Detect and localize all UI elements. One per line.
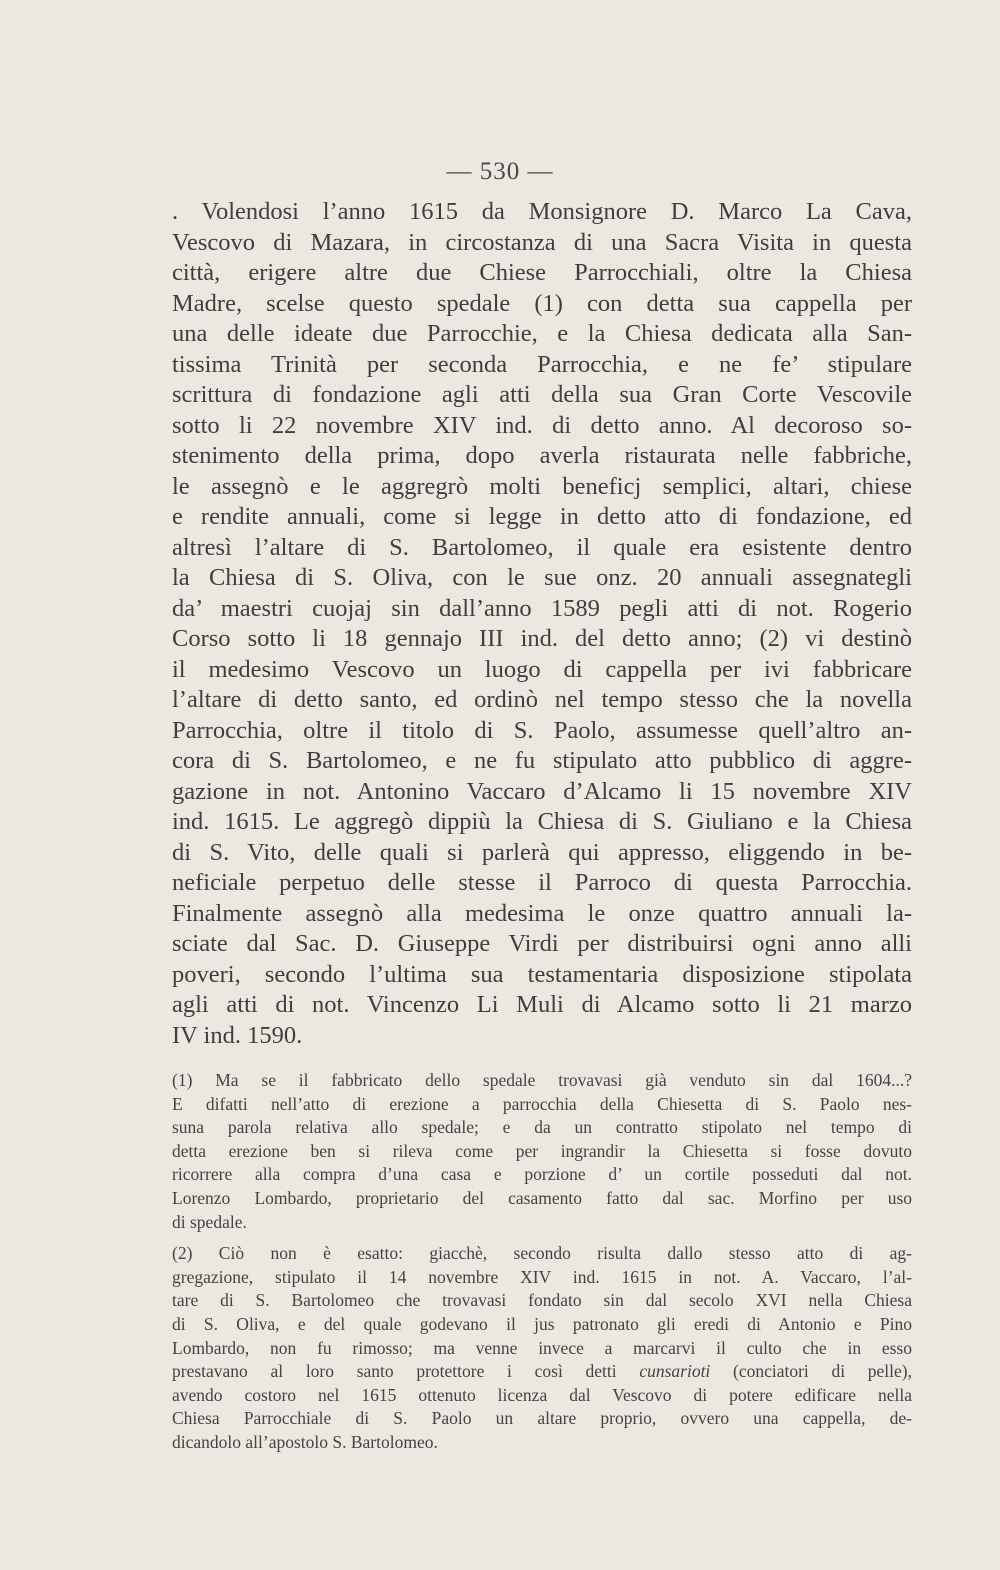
body-line: poveri, secondo l’ultima sua testamentaria disposizione stipolata bbox=[172, 960, 912, 988]
body-line: di S. Vito, delle quali si parlerà qui appresso, eliggendo in be- bbox=[172, 838, 912, 866]
body-line: stenimento della prima, dopo averla ristaurata nelle fabbriche, bbox=[172, 442, 912, 469]
body-line: Madre, scelse questo spedale (1) con detta sua cappella per bbox=[172, 289, 912, 317]
footnote-line: (1) Ma se il fabbricato dello spedale trovavasi già venduto sin dal 1604...? bbox=[172, 1070, 912, 1090]
footnote-line: Lombardo, non fu rimosso; ma venne invece a marcarvi il culto che in esso bbox=[172, 1337, 912, 1358]
body-line: sotto li 22 novembre XIV ind. di detto anno. Al decoroso so- bbox=[172, 411, 912, 439]
italic-term: cunsarioti bbox=[639, 1361, 711, 1382]
body-line: una delle ideate due Parrocchie, e la Chiesa dedicata alla San- bbox=[172, 320, 912, 347]
body-line: scrittura di fondazione agli atti della sua Gran Corte Vescovile bbox=[172, 381, 912, 408]
footnote-line: di S. Oliva, e del quale godevano il jus patronato gli eredi di Antonio e Pino bbox=[172, 1313, 912, 1334]
footnote-line: suna parola relativa allo spedale; e da un contratto stipolato nel tempo di bbox=[172, 1117, 912, 1138]
page-number: — 530 — bbox=[446, 158, 554, 185]
body-line: l’altare di detto santo, ed ordinò nel tempo stesso che la novella bbox=[172, 686, 912, 713]
body-line: ind. 1615. Le aggregò dippiù la Chiesa di S. Giuliano e la Chiesa bbox=[172, 808, 912, 835]
footnote-line: E difatti nell’atto di erezione a parrocchia della Chiesetta di S. Paolo nes- bbox=[172, 1093, 912, 1114]
body-line: Parrocchia, oltre il titolo di S. Paolo, assumesse quell’altro an- bbox=[172, 716, 912, 744]
footnote-line-with-italic bbox=[172, 1360, 912, 1384]
body-line: altresì l’altare di S. Bartolomeo, il quale era esistente dentro bbox=[172, 533, 912, 561]
body-line: Vescovo di Mazara, in circostanza di una Sacra Visita in questa bbox=[172, 228, 912, 256]
footnote-spacer bbox=[172, 1234, 912, 1242]
footnote-line: (2) Ciò non è esatto: giacchè, secondo risulta dallo stesso atto di ag- bbox=[172, 1243, 912, 1264]
body-line: da’ maestri cuojaj sin dall’anno 1589 pegli atti di not. Rogerio bbox=[172, 594, 912, 622]
body-line: la Chiesa di S. Oliva, con le sue onz. 20 annuali assegnategli bbox=[172, 564, 912, 591]
body-line: città, erigere altre due Chiese Parrocchiali, oltre la Chiesa bbox=[172, 259, 912, 286]
footnote-line: tare di S. Bartolomeo che trovavasi fondato sin dal secolo XVI nella Chiesa bbox=[172, 1290, 912, 1311]
body-line: cora di S. Bartolomeo, e ne fu stipulato atto pubblico di aggre- bbox=[172, 747, 912, 774]
body-text bbox=[172, 197, 912, 1051]
body-line: il medesimo Vescovo un luogo di cappella per ivi fabbricare bbox=[172, 655, 912, 683]
footnote-1 bbox=[172, 1069, 912, 1234]
body-line: Corso sotto li 18 gennajo III ind. del detto anno; (2) vi destinò bbox=[172, 625, 912, 652]
body-line: sciate dal Sac. D. Giuseppe Virdi per distribuirsi ogni anno alli bbox=[172, 930, 912, 957]
footnote-line: detta erezione ben si rileva come per ingrandir la Chiesetta si fosse dovuto bbox=[172, 1140, 912, 1161]
body-line: Finalmente assegnò alla medesima le onze quattro annuali la- bbox=[172, 899, 912, 927]
footnote-line: ricorrere alla compra d’una casa e porzione d’ un cortile posseduti dal not. bbox=[172, 1164, 912, 1185]
footnote-line: Chiesa Parrocchiale di S. Paolo un altare proprio, ovvero una cappella, de- bbox=[172, 1408, 912, 1429]
footnote-text: prestavano al loro santo protettore i così detti bbox=[172, 1361, 640, 1382]
body-line: agli atti di not. Vincenzo Li Muli di Alcamo sotto li 21 marzo bbox=[172, 991, 912, 1018]
body-line: tissima Trinità per seconda Parrocchia, e ne fe’ stipulare bbox=[172, 350, 912, 378]
footnote-line: dicandolo all’apostolo S. Bartolomeo. bbox=[172, 1431, 438, 1452]
footnote-line: gregazione, stipulato il 14 novembre XIV ind. 1615 in not. A. Vaccaro, l’al- bbox=[172, 1266, 912, 1287]
body-line: . Volendosi l’anno 1615 da Monsignore D. Marco La Cava, bbox=[172, 198, 912, 225]
body-line: le assegnò e le aggregrò molti beneficj semplici, altari, chiese bbox=[172, 472, 912, 500]
body-line: IV ind. 1590. bbox=[172, 1021, 303, 1049]
body-line: e rendite annuali, come si legge in detto atto di fondazione, ed bbox=[172, 503, 912, 530]
footnote-2 bbox=[172, 1242, 912, 1454]
footnote-line: Lorenzo Lombardo, proprietario del casamento fatto dal sac. Morfino per uso bbox=[172, 1187, 912, 1208]
footnotes bbox=[172, 1069, 912, 1455]
footnote-line: di spedale. bbox=[172, 1211, 247, 1232]
footnote-line: avendo costoro nel 1615 ottenuto licenza dal Vescovo di potere edificare nella bbox=[172, 1384, 912, 1405]
body-line: neficiale perpetuo delle stesse il Parroco di questa Parrocchia. bbox=[172, 869, 912, 896]
body-line: gazione in not. Antonino Vaccaro d’Alcamo li 15 novembre XIV bbox=[172, 777, 912, 805]
footnote-text: (conciatori di pelle), bbox=[710, 1361, 912, 1382]
